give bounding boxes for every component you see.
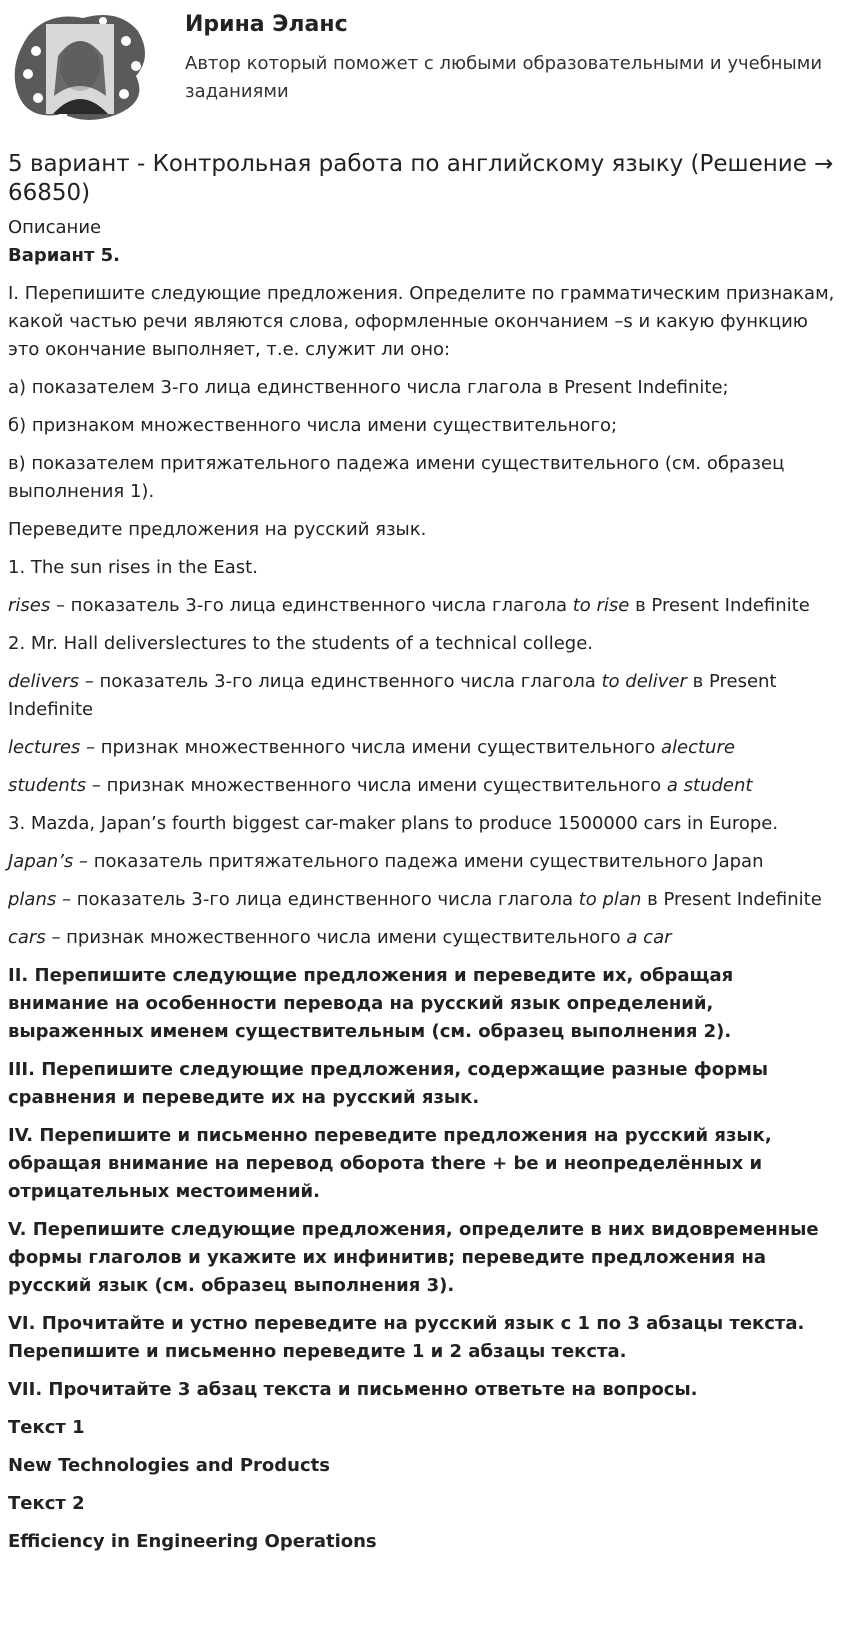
author-description: Автор который поможет с любыми образовательными и учебными заданиями xyxy=(185,53,823,102)
task-4: IV. Перепишите и письменно переведите предложения на русский язык, обращая внимание на перевод оборота there + be и неопределённых и отрицательных местоимений. xyxy=(8,1125,772,1202)
analysis-rises: rises – показатель 3-го лица единственного числа глагола to rise в Present Indefinite xyxy=(8,595,810,616)
task-6: VI. Прочитайте и устно переведите на русский язык с 1 по 3 абзацы текста. Перепишите и письменно переведите 1 и 2 абзацы текста. xyxy=(8,1313,805,1362)
task-3: III. Перепишите следующие предложения, содержащие разные формы сравнения и переведите их на русский язык. xyxy=(8,1059,768,1108)
sentence-1: 1. The sun rises in the East. xyxy=(8,557,258,578)
analysis-students: students – признак множественного числа имени существительного a student xyxy=(8,775,753,796)
sentence-3: 3. Mazda, Japan’s fourth biggest car-maker plans to produce 1500000 cars in Europe. xyxy=(8,813,779,834)
task1-translate: Переведите предложения на русский язык. xyxy=(8,519,427,540)
analysis-japans: Japan’s – показатель притяжательного падежа имени существительного Japan xyxy=(8,851,764,872)
analysis-cars: cars – признак множественного числа имени существительного a car xyxy=(8,927,672,948)
description xyxy=(0,214,847,1556)
author-card xyxy=(0,0,847,130)
text-2-label: Текст 2 xyxy=(8,1493,85,1514)
task-7: VII. Прочитайте 3 абзац текста и письменно ответьте на вопросы. xyxy=(8,1379,698,1400)
author-name[interactable]: Ирина Эланс xyxy=(185,12,348,37)
task-2: II. Перепишите следующие предложения и переведите их, обращая внимание на особенности перевода на русский язык определений, выраженных именем существительным (см. образец выполнения 2). xyxy=(8,965,734,1042)
text-1-label: Текст 1 xyxy=(8,1417,85,1438)
section-label: Описание xyxy=(8,217,102,238)
task1-a: а) показателем 3-го лица единственного числа глагола в Present Indefinite; xyxy=(8,377,729,398)
task-5: V. Перепишите следующие предложения, определите в них видовременные формы глаголов и укажите их инфинитив; переведите предложения на русский язык (см. образец выполнения 3). xyxy=(8,1219,819,1296)
page-title: 5 вариант - Контрольная работа по английскому языку (Решение → 66850) xyxy=(8,151,834,206)
author-avatar[interactable] xyxy=(8,6,150,124)
variant-heading: Вариант 5. xyxy=(8,245,121,266)
text-2-title: Efficiency in Engineering Operations xyxy=(8,1531,377,1552)
task1-b: б) признаком множественного числа имени существительного; xyxy=(8,415,618,436)
task1-intro: I. Перепишите следующие предложения. Определите по грамматическим признакам, какой частью речи являются слова, оформленные окончанием –s и какую функцию это окончание выполняет, т.е. служит ли оно: xyxy=(8,283,835,360)
text-1-title: New Technologies and Products xyxy=(8,1455,330,1476)
sentence-2: 2. Mr. Hall deliverslectures to the students of a technical college. xyxy=(8,633,594,654)
analysis-plans: plans – показатель 3-го лица единственного числа глагола to plan в Present Indefinite xyxy=(8,889,822,910)
task1-c: в) показателем притяжательного падежа имени существительного (см. образец выполнения 1). xyxy=(8,453,785,502)
analysis-lectures: lectures – признак множественного числа имени существительного alecture xyxy=(8,737,735,758)
analysis-delivers: delivers – показатель 3-го лица единственного числа глагола to deliver в Present Indefinite xyxy=(8,671,777,720)
